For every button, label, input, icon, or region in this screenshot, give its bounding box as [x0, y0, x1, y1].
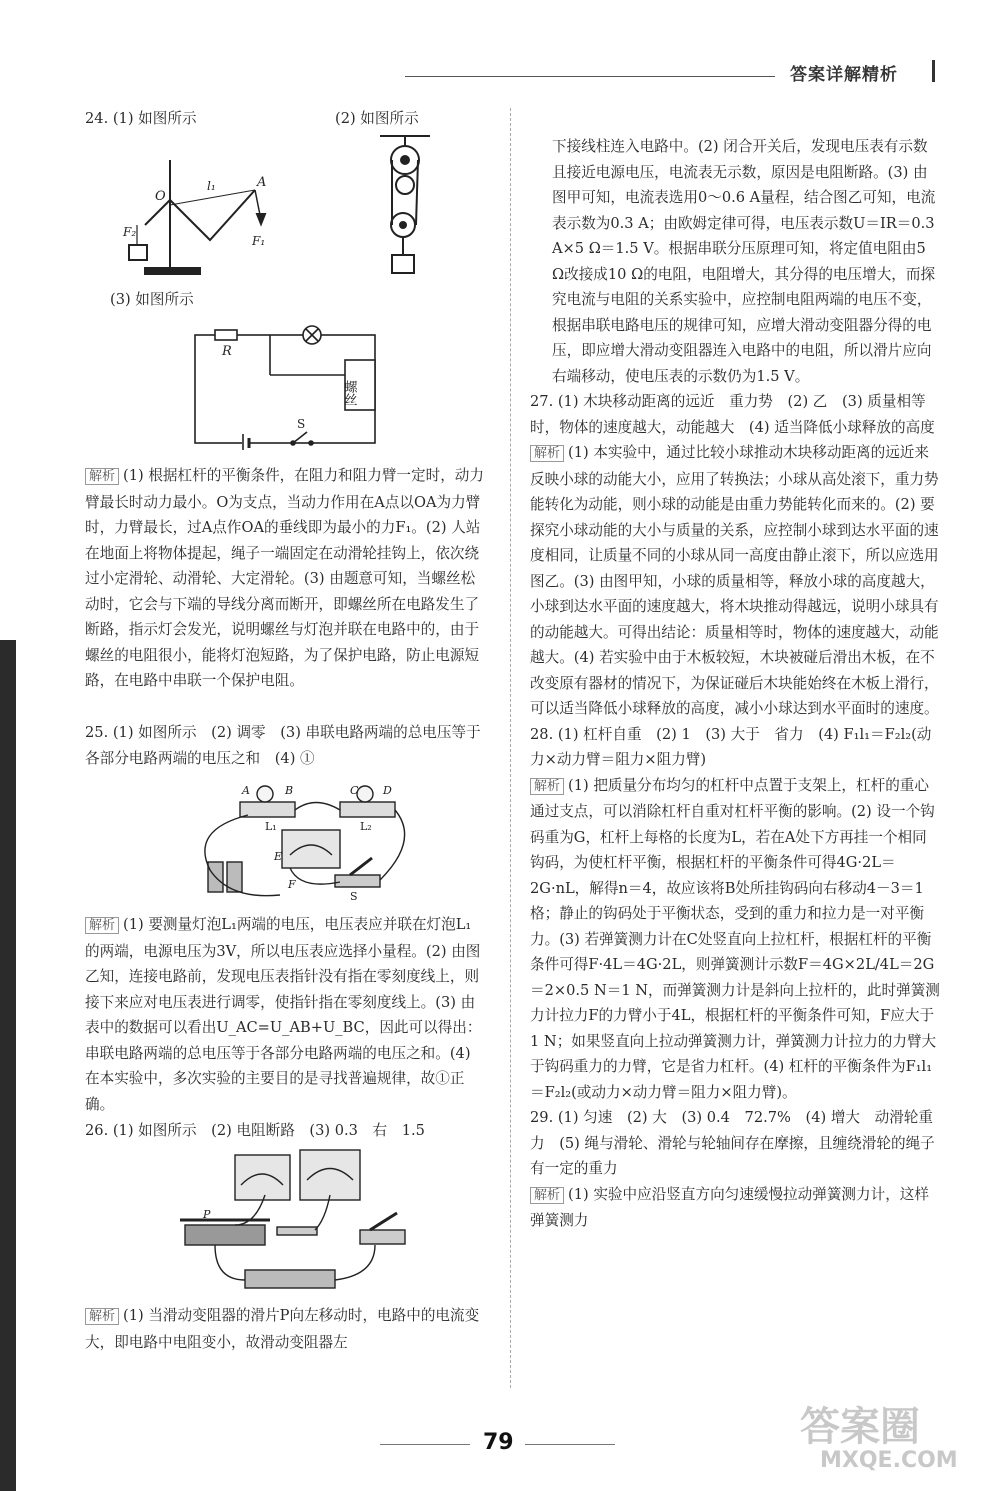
q28-analysis-text: (1) 把质量分布均匀的杠杆中点置于支架上，杠杆的重心通过支点，可以消除杠杆自重对杠杆平衡的影响。(2) 设一个钩码重为G，杠杆上每格的长度为L，若在A处下方再挂一个相同钩码，为使杠杆平衡，根据杠杆的平衡条件可得4G·2L＝2G·nL，解得n＝4，故应该将B处所挂钩码向右移动4－3＝1格；静止的钩码处于平衡状态，受到的重力和拉力是一对平衡力。(3) 若弹簧测力计在C处竖直向上拉杠杆，根据杠杆的平衡条件可得F·4L＝4G·2L，则弹簧测计示数F＝4G×2L/4L＝2G＝2×0.5 N＝1 N，而弹簧测力计是斜向上拉杆的，此时弹簧测力计拉力F的力臂小于4L，根据杠杆的平衡条件可知，F应大于1 N；如果竖直向上拉动弹簧测力计，弹簧测力计拉力的力臂大于钩码重力的力臂，它是省力杠杆。(4) 杠杆的平衡条件为F₁l₁＝F₂l₂(或动力×动力臂＝阻力×阻力臂)。 [530, 776, 940, 1101]
label-screw: 螺丝 [341, 380, 357, 406]
label-l1: L₁ [265, 820, 277, 833]
label-c: C [350, 784, 359, 797]
label-o: O [155, 189, 166, 204]
page-number: 79 [483, 1430, 514, 1455]
header-rule [405, 76, 775, 77]
page-edge-shadow [0, 640, 16, 1491]
resistance-circuit-photo [175, 1145, 415, 1295]
q24-analysis-text: (1) 根据杠杆的平衡条件，在阻力和阻力臂一定时，动力臂最长时动力最小。O为支点，当动力作用在A点以OA为力臂时，力臂最长，过A点作OA的垂线即为最小的力F₁。(2) 人站在地面上将物体提起，绳子一端固定在动滑轮挂钩上，依次绕过小定滑轮、动滑轮、大定滑轮。(3) 由题意可知，当螺丝松动时，它会与下端的导线分离而断开，即螺丝所在电路发生了断路，指示灯会发光，说明螺丝与灯泡并联在电路中的，由于螺丝的电阻很小，能将灯泡短路，为了保护电路，防止电源短路，在电路中串联一个保护电阻。 [85, 467, 484, 689]
label-d: D [383, 784, 392, 797]
right-column [530, 134, 940, 1234]
label-b: B [285, 784, 294, 797]
watermark-logo: 答案圈 [800, 1404, 920, 1450]
analysis-tag: 解析 [85, 1308, 119, 1325]
lever-diagram [115, 150, 285, 280]
q29-analysis-text: (1) 实验中应沿竖直方向匀速缓慢拉动弹簧测力计，这样弹簧测力 [530, 1185, 929, 1229]
analysis-tag: 解析 [85, 917, 119, 934]
q25-analysis-text: (1) 要测量灯泡L₁两端的电压，电压表应并联在灯泡L₁的两端，电源电压为3V，所以电压表应选择小量程。(2) 由图乙知，连接电路前，发现电压表指针没有指在零刻度线上，则接下来应对电压表进行调零，使指针指在零刻度线上。(3) 由表中的数据可以看出U_AC=U_AB+U_BC，因此可以得出：串联电路两端的总电压等于各部分电路两端的电压之和。(4) 在本实验中，多次实验的主要目的是寻找普遍规律，故①正确。 [85, 916, 482, 1113]
analysis-tag: 解析 [530, 778, 564, 795]
q26-answer: 26. (1) 如图所示 (2) 电阻断路 (3) 0.3 右 1.5 [85, 1122, 425, 1139]
series-circuit-photo [190, 780, 430, 905]
label-l1: l₁ [207, 179, 216, 193]
pulley-diagram [370, 130, 440, 280]
analysis-tag: 解析 [530, 1187, 564, 1204]
q27-analysis-text: (1) 本实验中，通过比较小球推动木块移动距离的远近来反映小球的动能大小，应用了转换法；小球从高处滚下，重力势能转化为动能，则小球的动能是由重力势能转化而来的。(2) 要探究小球动能的大小与质量的关系，应控制小球到达水平面的速度相同，让质量不同的小球从同一高度由静止滚下，所以应选用图乙。(3) 由图甲知，小球的质量相等，释放小球的高度越大，小球到达水平面的速度越大，将木块推动得越远，说明小球具有的动能越大。可得出结论：质量相等时，物体的速度越大，动能越大。(4) 若实验中由于木板较短，木块被碰后滑出木板，在不改变原有器材的情况下，为保证碰后木块能始终在木板上滑行，可以适当降低小球释放的高度，减小小球达到水平面时的速度。 [530, 444, 939, 717]
q24-part3: (3) 如图所示 [110, 291, 194, 308]
header-title: 答案详解精析 [790, 65, 898, 85]
watermark-url: MXQE.COM [820, 1448, 958, 1473]
header-bar [932, 60, 935, 82]
q25-answer: 25. (1) 如图所示 (2) 调零 (3) 串联电路两端的总电压等于各部分电路两端的电压之和 (4) ① [85, 724, 481, 767]
label-l2: L₂ [360, 820, 372, 833]
page-number-rule-left [380, 1444, 470, 1445]
q29-answer: 29. (1) 匀速 (2) 大 (3) 0.4 72.7% (4) 增大 动滑轮重力 (5) 绳与滑轮、滑轮与轮轴间存在摩擦，且缠绕滑轮的绳子有一定的重力 [530, 1109, 935, 1177]
label-r: R [222, 344, 232, 359]
label-a: A [242, 784, 250, 797]
label-s: S [297, 417, 306, 431]
label-a: A [257, 175, 267, 190]
label-f: F [288, 878, 296, 891]
page-number-rule-right [525, 1444, 615, 1445]
q24-analysis [85, 463, 485, 694]
q24-part1: 24. (1) 如图所示 [85, 110, 197, 127]
label-f2: F₂ [123, 225, 137, 239]
label-e: E [274, 850, 283, 863]
q24-part2: (2) 如图所示 [335, 110, 419, 127]
label-f1: F₁ [252, 234, 266, 248]
q26-continuation: 下接线柱连入电路中。(2) 闭合开关后，发现电压表有示数且接近电源电压，电流表无示数，原因是电阻断路。(3) 由图甲可知，电流表选用0～0.6 A量程，结合图乙可知，电流表示数为0.3 A；由欧姆定律可得，电压表示数U＝IR＝0.3 A×5 Ω＝1.5 V。根据串联分压原理可知，将定值电阻由5 Ω改接成10 Ω的电阻，电阻增大，其分得的电压增大，而探究电流与电阻的关系实验中，应控制电阻两端的电压不变，根据串联电路电压的规律可知，应增大滑动变阻器分得的电压，即应增大滑动变阻器连入电路中的电阻，所以滑片应向右端移动，使电压表的示数仍为1.5 V。 [552, 138, 936, 385]
analysis-tag: 解析 [85, 468, 119, 485]
q27-answer: 27. (1) 木块移动距离的远近 重力势 (2) 乙 (3) 质量相等时，物体的速度越大，动能越大 (4) 适当降低小球释放的高度 [530, 393, 935, 436]
q28-answer: 28. (1) 杠杆自重 (2) 1 (3) 大于 省力 (4) F₁l₁＝F₂l₂(动力×动力臂＝阻力×阻力臂) [530, 725, 932, 768]
analysis-tag: 解析 [530, 445, 564, 462]
column-divider [510, 108, 512, 1388]
q25-analysis [85, 912, 485, 1117]
q26-analysis [85, 1303, 485, 1355]
screw-circuit-diagram [185, 320, 400, 450]
q26-analysis-text: (1) 当滑动变阻器的滑片P向左移动时，电路中的电流变大，即电路中电阻变小，故滑动变阻器左 [85, 1307, 480, 1351]
label-s: S [350, 890, 358, 903]
label-p: P [203, 1208, 211, 1221]
